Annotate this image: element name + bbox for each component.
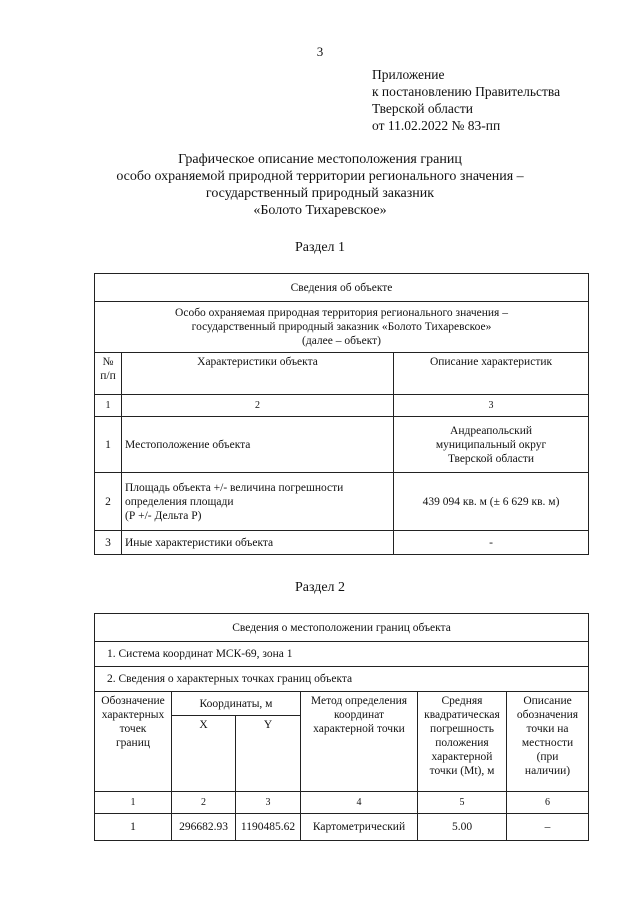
column-header-method — [301, 692, 418, 792]
header-line: точки (Mt), м — [429, 765, 495, 777]
header-line: границ — [115, 737, 151, 749]
boundary-points-table — [94, 613, 589, 841]
column-number: 1 — [95, 395, 122, 417]
header-line: координат — [333, 709, 385, 721]
appendix-line: от 11.02.2022 № 83-пп — [372, 118, 501, 133]
header-line: Описание — [523, 695, 572, 707]
table-row — [95, 814, 589, 841]
header-line: обозначения — [516, 709, 579, 721]
column-number: 2 — [122, 395, 394, 417]
table-row — [95, 531, 589, 555]
column-header-y: Y — [236, 716, 301, 792]
row-name — [122, 473, 394, 531]
column-header-designation — [95, 692, 172, 792]
value-line: муниципальный округ — [435, 438, 547, 451]
row-value — [394, 417, 589, 473]
header-line: Метод определения — [310, 695, 408, 707]
row-number: 3 — [95, 531, 122, 555]
header-line: точек — [119, 723, 147, 735]
section-1-heading: Раздел 1 — [294, 240, 346, 255]
point-x: 296682.93 — [172, 814, 236, 841]
appendix-line: Тверской области — [372, 101, 473, 116]
table-header: Сведения об объекте — [95, 274, 589, 302]
row-number: 2 — [95, 473, 122, 531]
name-line: Площадь объекта +/- величина погрешности — [125, 481, 344, 494]
column-header-location — [507, 692, 589, 792]
point-designation: 1 — [95, 814, 172, 841]
name-line: (Р +/- Дельта Р) — [125, 509, 202, 522]
document-title — [60, 151, 580, 219]
section-2-heading: Раздел 2 — [294, 580, 346, 595]
point-method: Картометрический — [301, 814, 418, 841]
header-line: (при — [536, 751, 559, 763]
column-number: 3 — [236, 792, 301, 814]
header-line: Средняя — [441, 695, 483, 707]
title-line: государственный природный заказник — [205, 186, 435, 201]
appendix-line: к постановлению Правительства — [372, 84, 561, 99]
header-line: Обозначение — [101, 695, 165, 707]
column-number: 3 — [394, 395, 589, 417]
row-number: 1 — [95, 417, 122, 473]
title-line: «Болото Тихаревское» — [253, 203, 387, 218]
column-number: 1 — [95, 792, 172, 814]
point-y: 1190485.62 — [236, 814, 301, 841]
column-header-error — [418, 692, 507, 792]
column-header-characteristics: Характеристики объекта — [122, 353, 394, 395]
row-name: Иные характеристики объекта — [122, 531, 394, 555]
object-info-table — [94, 273, 589, 555]
point-location: – — [507, 814, 589, 841]
object-description — [95, 302, 589, 353]
row-name: Местоположение объекта — [122, 417, 394, 473]
column-number: 6 — [507, 792, 589, 814]
column-header-x: X — [172, 716, 236, 792]
header-line: квадратическая — [424, 709, 500, 721]
header-line: местности — [521, 737, 574, 749]
row-value: - — [394, 531, 589, 555]
column-header-num: № п/п — [95, 353, 122, 395]
header-line: наличии) — [524, 765, 571, 777]
table-header: Сведения о местоположении границ объекта — [95, 614, 589, 642]
column-header-description: Описание характеристик — [394, 353, 589, 395]
column-header-coords: Координаты, м — [172, 692, 301, 716]
column-number: 4 — [301, 792, 418, 814]
header-line: характерной — [431, 751, 493, 763]
column-number: 2 — [172, 792, 236, 814]
header-line: точки на — [526, 723, 569, 735]
object-desc-line: Особо охраняемая природная территория регионального значения – — [175, 307, 508, 319]
header-line: характерных — [101, 709, 165, 721]
table-row — [95, 417, 589, 473]
points-header: 2. Сведения о характерных точках границ объекта — [95, 667, 589, 692]
row-value: 439 094 кв. м (± 6 629 кв. м) — [394, 473, 589, 531]
object-desc-line: государственный природный заказник «Болото Тихаревское» — [191, 321, 492, 333]
appendix-line: Приложение — [372, 67, 445, 82]
header-line: положения — [435, 737, 489, 749]
object-desc-line: (далее – объект) — [302, 335, 382, 347]
name-line: определения площади — [125, 495, 234, 508]
title-line: Графическое описание местоположения границ — [178, 152, 462, 167]
table-row — [95, 473, 589, 531]
value-line: Тверской области — [448, 452, 535, 465]
point-error: 5.00 — [418, 814, 507, 841]
value-line: Андреапольский — [450, 424, 533, 437]
title-line: особо охраняемой природной территории регионального значения – — [116, 169, 524, 184]
header-line: погрешность — [430, 723, 494, 735]
appendix-block — [372, 66, 560, 134]
page-number: 3 — [316, 44, 324, 59]
coordinate-system: 1. Система координат МСК-69, зона 1 — [95, 642, 589, 667]
header-line: характерной точки — [313, 723, 405, 735]
column-number: 5 — [418, 792, 507, 814]
